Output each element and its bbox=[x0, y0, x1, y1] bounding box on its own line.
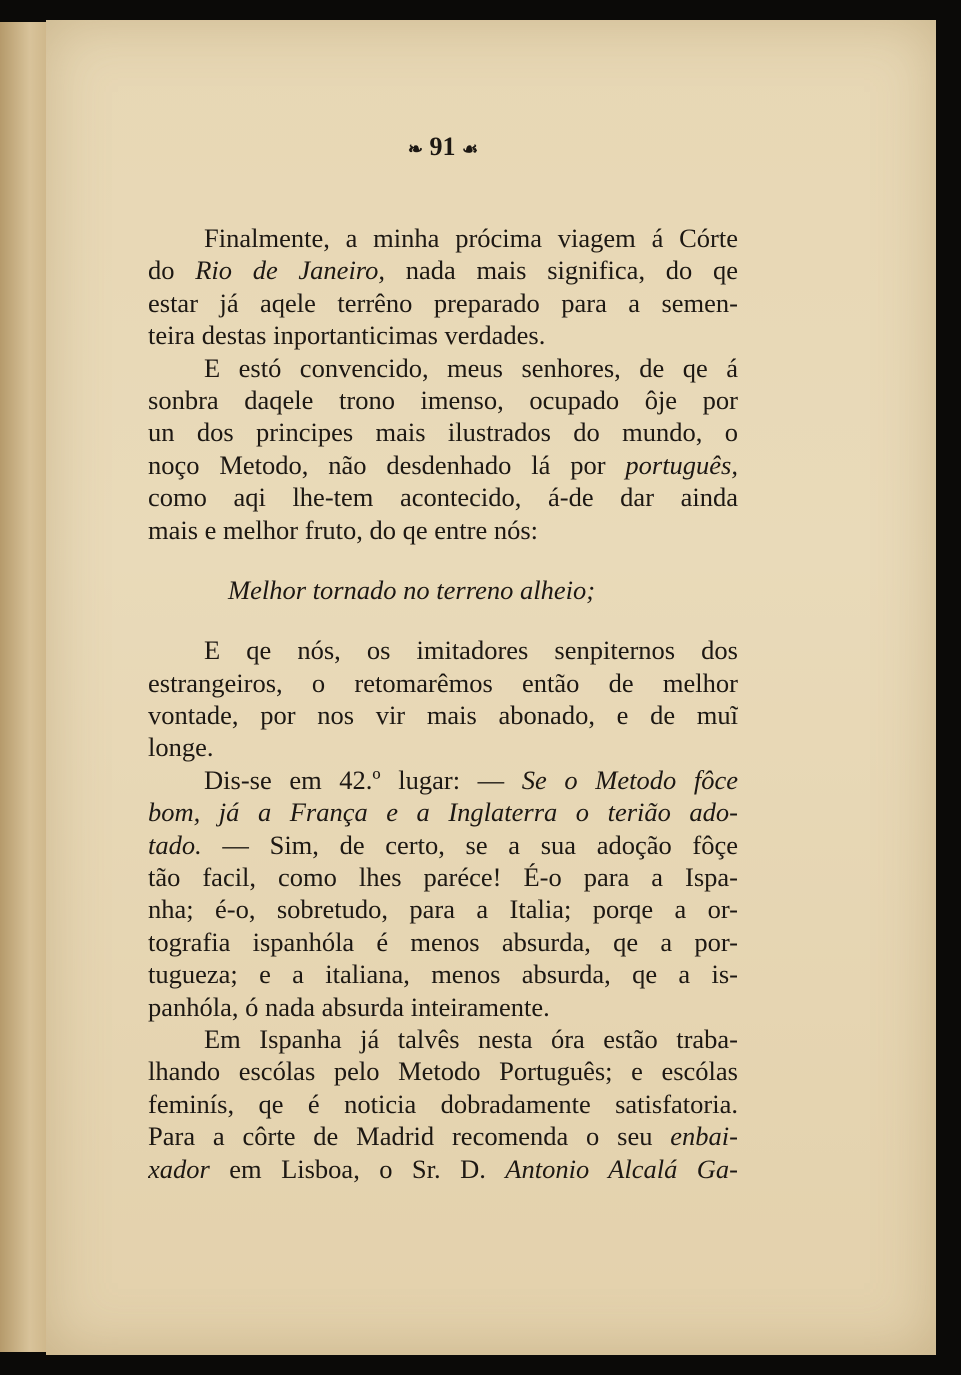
text-span: tão facil, como lhes paréce! É-o para a Ispa- bbox=[148, 862, 738, 893]
text-span: teira destas inportanticimas verdades. bbox=[148, 320, 546, 351]
page-number: 91 bbox=[429, 132, 456, 161]
text-span: un dos principes mais ilustrados do mundo, o bbox=[148, 417, 738, 448]
text-line bbox=[148, 449, 738, 481]
text-line bbox=[148, 634, 738, 666]
text-span: vontade, por nos vir mais abonado, e de muĩ bbox=[148, 700, 738, 731]
text-line bbox=[148, 287, 738, 319]
text-span: E qe nós, os imitadores senpiternos dos bbox=[204, 635, 738, 666]
text-line bbox=[148, 829, 738, 861]
text-span: Para a côrte de Madrid recomenda o seu bbox=[148, 1121, 671, 1152]
text-span: feminís, qe é noticia dobradamente satisfatoria. bbox=[148, 1088, 738, 1119]
italic-span: enbai- bbox=[670, 1121, 738, 1152]
italic-span: tado. bbox=[148, 829, 202, 860]
text-line bbox=[148, 796, 738, 828]
text-span: mais e melhor fruto, do qe entre nós: bbox=[148, 514, 539, 545]
text-line bbox=[148, 254, 738, 286]
text-line bbox=[148, 958, 738, 990]
ornament-left-icon: ❧ bbox=[407, 139, 423, 159]
body-text bbox=[148, 222, 738, 1185]
page-number-header bbox=[148, 128, 738, 166]
italic-span: bom, já a França e a Inglaterra o terião ado- bbox=[148, 797, 738, 828]
text-line bbox=[148, 514, 738, 546]
text-line bbox=[148, 416, 738, 448]
text-line bbox=[148, 481, 738, 513]
text-span: longe. bbox=[148, 732, 214, 763]
text-span: nada mais significa, do qe bbox=[385, 255, 738, 286]
text-line bbox=[148, 1088, 738, 1120]
text-span: estar já aqele terrêno preparado para a semen- bbox=[148, 287, 738, 318]
text-span: noço Metodo, não desdenhado lá por bbox=[148, 449, 626, 480]
text-span: do bbox=[148, 255, 196, 286]
text-span: panhóla, ó nada absurda inteiramente. bbox=[148, 991, 550, 1022]
text-span: Em Ispanha já talvês nesta óra estão traba- bbox=[204, 1023, 738, 1054]
text-span: lhando escólas pelo Metodo Português; e escólas bbox=[148, 1056, 738, 1087]
text-span: — Sim, de certo, se a sua adoção fôçe bbox=[201, 829, 738, 860]
text-span: tugueza; e a italiana, menos absurda, qe a is- bbox=[148, 959, 738, 990]
text-line bbox=[148, 667, 738, 699]
italic-span: Melhor tornado no terreno alheio; bbox=[228, 574, 596, 605]
text-span: Dis-se em 42.º lugar: — bbox=[204, 764, 522, 795]
ornament-right-icon: ☙ bbox=[461, 139, 479, 159]
text-line bbox=[148, 352, 738, 384]
text-line bbox=[148, 731, 738, 763]
text-span: como aqi lhe-tem acontecido, á-de dar ainda bbox=[148, 482, 738, 513]
page-text-block bbox=[148, 128, 738, 1185]
text-line bbox=[148, 926, 738, 958]
text-line bbox=[148, 764, 738, 796]
text-span: nha; é-o, sobretudo, para a Italia; porqe a or- bbox=[148, 894, 738, 925]
text-line bbox=[148, 1120, 738, 1152]
text-line bbox=[148, 319, 738, 351]
text-line bbox=[148, 384, 738, 416]
text-line bbox=[148, 699, 738, 731]
text-line bbox=[148, 861, 738, 893]
italic-span: Rio de Janeiro, bbox=[195, 255, 386, 286]
facing-page-edge bbox=[0, 22, 52, 1352]
text-line bbox=[148, 991, 738, 1023]
text-line bbox=[148, 1023, 738, 1055]
italic-span: Antonio Alcalá Ga- bbox=[505, 1153, 738, 1184]
text-line bbox=[148, 1055, 738, 1087]
italic-span: xador bbox=[148, 1153, 210, 1184]
text-line bbox=[148, 222, 738, 254]
italic-span: português, bbox=[625, 449, 738, 480]
text-line bbox=[148, 893, 738, 925]
text-span: sonbra daqele trono imenso, ocupado ôje por bbox=[148, 384, 738, 415]
italic-span: Se o Metodo fôce bbox=[521, 764, 738, 795]
text-span: tografia ispanhóla é menos absurda, qe a por- bbox=[148, 926, 738, 957]
text-span: Finalmente, a minha prócima viagem á Córte bbox=[204, 223, 738, 253]
text-span: estrangeiros, o retomarêmos então de melhor bbox=[148, 667, 738, 698]
text-line bbox=[148, 1153, 738, 1185]
text-span: em Lisboa, o Sr. D. bbox=[209, 1153, 506, 1184]
text-span: E estó convencido, meus senhores, de qe á bbox=[204, 352, 738, 383]
verse-line bbox=[148, 574, 738, 606]
